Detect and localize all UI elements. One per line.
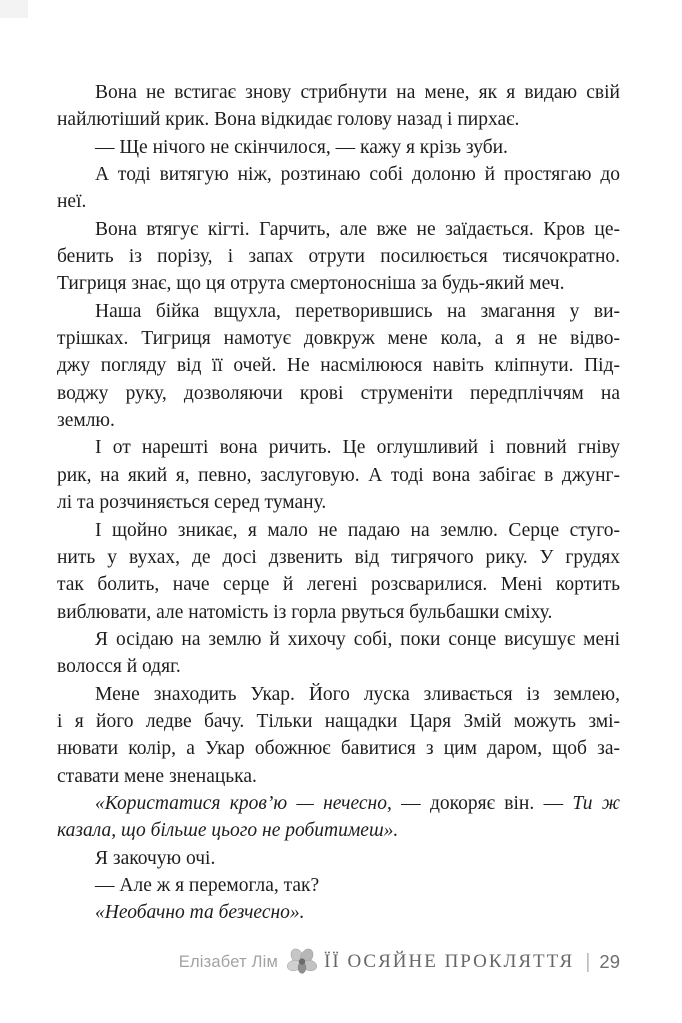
text-segment: Вона втягує кігті. Гарчить, але вже не заїдається. Кров це- bbox=[95, 218, 620, 240]
italic-text-segment: «Необачно та безчесно». bbox=[95, 902, 305, 924]
text-segment: Тигриця знає, що ця отрута смертоносніша за будь-який меч. bbox=[57, 273, 565, 295]
body-line bbox=[57, 407, 620, 434]
text-segment: воджу руку, дозволяючи крові струменіти передпліччям на bbox=[57, 382, 620, 404]
body-line bbox=[57, 708, 620, 735]
page-text bbox=[57, 79, 620, 927]
body-line bbox=[57, 735, 620, 762]
body-line bbox=[57, 325, 620, 352]
paragraph bbox=[57, 216, 620, 298]
text-segment: волосся й одяг. bbox=[57, 656, 181, 678]
text-segment: Мене знаходить Укар. Його луска зливається із землею, bbox=[95, 683, 620, 705]
body-line bbox=[57, 544, 620, 571]
body-line bbox=[57, 462, 620, 489]
body-line bbox=[57, 380, 620, 407]
text-segment: Я осідаю на землю й хихочу собі, поки сонце висушує мені bbox=[95, 628, 620, 650]
paragraph bbox=[57, 899, 620, 926]
paragraph bbox=[57, 134, 620, 161]
paragraph bbox=[57, 434, 620, 516]
paragraph bbox=[57, 872, 620, 899]
paragraph bbox=[57, 845, 620, 872]
scan-artifact bbox=[0, 0, 28, 18]
paragraph bbox=[57, 161, 620, 216]
italic-text-segment: Ти ж bbox=[572, 792, 620, 814]
body-line bbox=[57, 298, 620, 325]
paragraph bbox=[57, 790, 620, 845]
text-segment: трішках. Тигриця намотує довкруж мене кола, а я не відво- bbox=[57, 328, 620, 350]
body-line bbox=[57, 216, 620, 243]
text-segment: І щойно зникає, я мало не падаю на землю. Серце стуго- bbox=[95, 519, 620, 541]
body-line bbox=[57, 872, 620, 899]
body-line bbox=[57, 817, 620, 844]
body-line bbox=[57, 243, 620, 270]
text-segment: так болить, наче серце й легені розсварилися. Мені кортить bbox=[57, 574, 620, 596]
body-line bbox=[57, 161, 620, 188]
body-line bbox=[57, 790, 620, 817]
body-line bbox=[57, 653, 620, 680]
paragraph bbox=[57, 298, 620, 435]
text-segment: — Ще нічого не скінчилося, — кажу я крізь зуби. bbox=[95, 136, 508, 158]
body-line bbox=[57, 489, 620, 516]
page-footer bbox=[179, 948, 620, 976]
body-line bbox=[57, 845, 620, 872]
text-segment: ставати мене зненацька. bbox=[57, 765, 257, 787]
text-segment: найлютіший крик. Вона відкидає голову назад і пирхає. bbox=[57, 109, 520, 131]
text-segment: нить у вухах, де досі дзвенить від тигрячого рику. У грудях bbox=[57, 546, 620, 568]
body-line bbox=[57, 763, 620, 790]
body-line bbox=[57, 188, 620, 215]
paragraph bbox=[57, 517, 620, 626]
italic-text-segment: казала, що більше цього не робитимеш». bbox=[57, 820, 399, 842]
footer-separator: | bbox=[585, 950, 591, 973]
body-line bbox=[57, 79, 620, 106]
body-line bbox=[57, 626, 620, 653]
text-segment: джу погляду від її очей. Не насмілююся навіть кліпнути. Під- bbox=[57, 355, 620, 377]
body-line bbox=[57, 517, 620, 544]
text-segment: Вона не встигає знову стрибнути на мене, як я видаю свій bbox=[95, 82, 620, 103]
page-number: 29 bbox=[599, 951, 620, 972]
text-segment: виблювати, але натомість із горла рвуться бульбашки сміху. bbox=[57, 601, 553, 623]
body-line bbox=[57, 134, 620, 161]
text-segment: — докоряє він. — bbox=[401, 792, 573, 814]
text-segment: бенить із порізу, і запах отрути посилюється тисячократно. bbox=[57, 246, 620, 268]
text-segment: землю. bbox=[57, 410, 115, 432]
text-segment: нювати колір, а Укар обожнює бавитися з цим даром, щоб за- bbox=[57, 738, 620, 760]
paragraph bbox=[57, 681, 620, 790]
paragraph bbox=[57, 626, 620, 681]
text-segment: Я закочую очі. bbox=[95, 847, 216, 869]
body-line bbox=[57, 681, 620, 708]
text-segment: і я його ледве бачу. Тільки нащадки Царя Змій можуть змі- bbox=[57, 710, 620, 732]
text-segment: І от нарешті вона ричить. Це оглушливий і повний гніву bbox=[95, 437, 620, 459]
text-segment: неї. bbox=[57, 191, 87, 213]
body-line bbox=[57, 599, 620, 626]
text-segment: рик, на який я, певно, заслуговую. А тоді вона забігає в джунг- bbox=[57, 464, 620, 486]
body-line bbox=[57, 352, 620, 379]
paragraph bbox=[57, 79, 620, 134]
body-line bbox=[57, 270, 620, 297]
text-segment: А тоді витягую ніж, розтинаю собі долоню й простягаю до bbox=[95, 164, 620, 186]
text-segment: Наша бійка вщухла, перетворившись на змагання у ви- bbox=[95, 300, 620, 322]
italic-text-segment: «Користатися кров’ю — нечесно, bbox=[95, 792, 402, 814]
book-title: ЇЇ ОСЯЙНЕ ПРОКЛЯТТЯ bbox=[324, 951, 575, 972]
body-line bbox=[57, 899, 620, 926]
text-segment: — Але ж я перемогла, так? bbox=[95, 874, 320, 896]
orchid-flower-icon bbox=[287, 948, 317, 976]
author-name: Елізабет Лім bbox=[178, 952, 279, 971]
text-segment: лі та розчиняється серед туману. bbox=[57, 492, 327, 514]
body-line bbox=[57, 106, 620, 133]
body-line bbox=[57, 571, 620, 598]
body-line bbox=[57, 434, 620, 461]
